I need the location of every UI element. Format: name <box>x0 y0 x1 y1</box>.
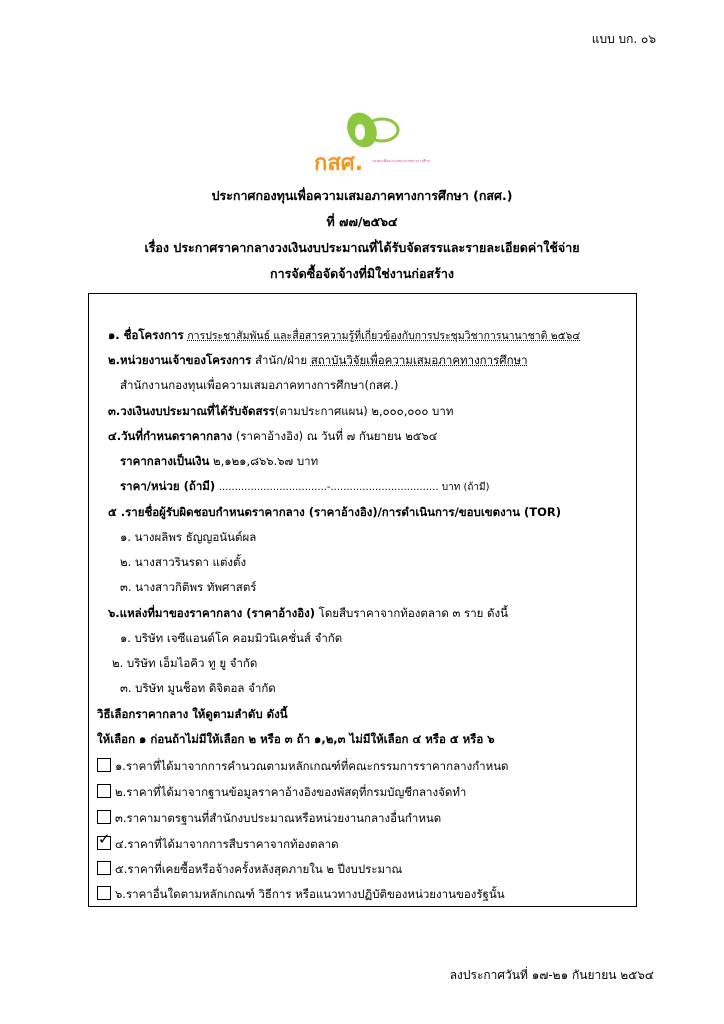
section2-label: ๒.หน่วยงานเจ้าของโครงการ <box>108 353 252 367</box>
section6-label: ๖.แหล่งที่มาของราคากลาง (ราคาอ้างอิง) <box>108 606 315 620</box>
member-item: ๒. นางสาวรินรดา แต่งตั้ง <box>120 555 247 569</box>
checkbox-checked[interactable] <box>97 830 111 850</box>
method-option-3[interactable] <box>97 810 441 826</box>
section2-row <box>108 352 528 368</box>
butterfly-logo-icon <box>310 110 430 180</box>
company-item: ๓. บริษัท มูนช็อท ดิจิตอล จำกัด <box>120 681 276 695</box>
check-icon: ✓ <box>98 830 111 848</box>
checkbox[interactable] <box>97 886 111 900</box>
section1-label: ๑. ชื่อโครงการ <box>108 328 184 342</box>
section6-row <box>108 605 508 621</box>
header-line1: ประกาศกองทุนเพื่อความเสมอภาคทางการศึกษา (กสศ.) <box>211 188 513 203</box>
logo-text: กสศ. <box>314 151 364 176</box>
option-label: ๒.ราคาที่ได้มาจากฐานข้อมูลราคาอ้างอิงของพัสดุที่กรมบัญชีกลางจัดทำ <box>115 785 467 799</box>
method-option-2[interactable] <box>97 784 466 800</box>
section1-value: การประชาสัมพันธ์ และสื่อสารความรู้ที่เกี่ยวข้องกับการประชุมวิชาการนานาชาติ ๒๕๖๔ <box>187 330 581 342</box>
logo-subtext: กองทุนเพื่อความเสมอภาคทางการศึกษา <box>372 159 430 163</box>
section3-value: (ตามประกาศแผน) ๒,๐๐๐,๐๐๐ บาท <box>274 404 454 418</box>
header-line3: เรื่อง ประกาศราคากลางวงเงินงบประมาณที่ได้รับจัดสรรและรายละเอียดค่าใช้จ่าย <box>144 240 580 255</box>
method-option-6[interactable] <box>97 886 505 902</box>
section4-price-row <box>120 453 318 469</box>
company-item: ๑. บริษัท เจซีแอนด์โค คอมมิวนิเคชั่นส์ จำกัด <box>120 631 343 645</box>
member-item: ๓. นางสาวกิติพร ทัพศาสตร์ <box>120 580 257 594</box>
section6-value: โดยสืบราคาจากท้องตลาด ๓ ราย ดังนี้ <box>318 606 508 620</box>
checkbox[interactable] <box>97 861 111 875</box>
section4-row <box>108 428 438 444</box>
sign-date: ลงประกาศวันที่ ๑๗-๒๑ กันยายน ๒๕๖๔ <box>449 968 654 982</box>
section5-label: ๕ .รายชื่อผู้รับผิดชอบกำหนดราคากลาง (ราคาอ้างอิง)/การดำเนินการ/ขอบเขตงาน (TOR) <box>108 505 562 519</box>
price-value: ๒,๑๒๑,๘๖๖.๖๗ บาท <box>213 454 319 468</box>
section4-value: (ราคาอ้างอิง) ณ วันที่ ๗ กันยายน ๒๕๖๔ <box>235 429 438 443</box>
option-label: ๓.ราคามาตรฐานที่สำนักงบประมาณหรือหน่วยงานกลางอื่นกำหนด <box>115 811 442 825</box>
method-title: วิธีเลือกราคากลาง ให้ดูตามลำดับ ดังนี้ <box>97 707 288 721</box>
member-item: ๑. นางผลิพร ธัญญอนันต์ผล <box>120 530 257 544</box>
option-label: ๔.ราคาที่ได้มาจากการสืบราคาจากท้องตลาด <box>115 837 339 851</box>
form-code: แบบ บก. ๐๖ <box>591 32 656 46</box>
header-line4: การจัดซื้อจัดจ้างที่มิใช่งานก่อสร้าง <box>270 266 454 281</box>
checkbox[interactable] <box>97 784 111 798</box>
unit-value: ..................................-.................................. บาท (ถ้ามี) <box>218 482 490 493</box>
method-instruction: ให้เลือก ๑ ก่อนถ้าไม่มีให้เลือก ๒ หรือ ๓ ถ้า ๑,๒,๓ ไม่มีให้เลือก ๔ หรือ ๕ หรือ ๖ <box>97 732 495 746</box>
method-option-4[interactable] <box>97 830 339 852</box>
section3-label: ๓.วงเงินงบประมาณที่ได้รับจัดสรร <box>108 404 275 418</box>
section1-row <box>108 327 580 344</box>
option-label: ๕.ราคาที่เคยซื้อหรือจ้างครั้งหลังสุดภายใน ๒ ปีงบประมาณ <box>115 862 403 876</box>
company-item: ๒. บริษัท เอ็มไอคิว ทู ยู จำกัด <box>112 656 258 670</box>
header-line2: ที่ ๗๗/๒๕๖๔ <box>326 214 398 229</box>
section2-mid: สำนัก/ฝ่าย <box>254 353 308 367</box>
section2-line2: สำนักงานกองทุนเพื่อความเสมอภาคทางการศึกษา(กสศ.) <box>120 378 399 392</box>
unit-label: ราคา/หน่วย (ถ้ามี) <box>120 479 216 493</box>
section3-row <box>108 403 453 419</box>
method-option-1[interactable] <box>97 758 509 774</box>
option-label: ๑.ราคาที่ได้มาจากการคำนวณตามหลักเกณฑ์ที่คณะกรรมการราคากลางกำหนด <box>115 759 509 773</box>
checkbox[interactable] <box>97 758 111 772</box>
section4-label: ๔.วันที่กำหนดราคากลาง <box>108 429 233 443</box>
checkbox[interactable] <box>97 810 111 824</box>
section2-value: สถาบันวิจัยเพื่อความเสมอภาคทางการศึกษา <box>310 353 528 367</box>
logo <box>310 110 430 180</box>
option-label: ๖.ราคาอื่นใดตามหลักเกณฑ์ วิธีการ หรือแนวทางปฏิบัติของหน่วยงานของรัฐนั้น <box>115 887 505 901</box>
method-option-5[interactable] <box>97 861 402 877</box>
price-label: ราคากลางเป็นเงิน <box>120 454 210 468</box>
section4-unit-row <box>120 478 490 496</box>
